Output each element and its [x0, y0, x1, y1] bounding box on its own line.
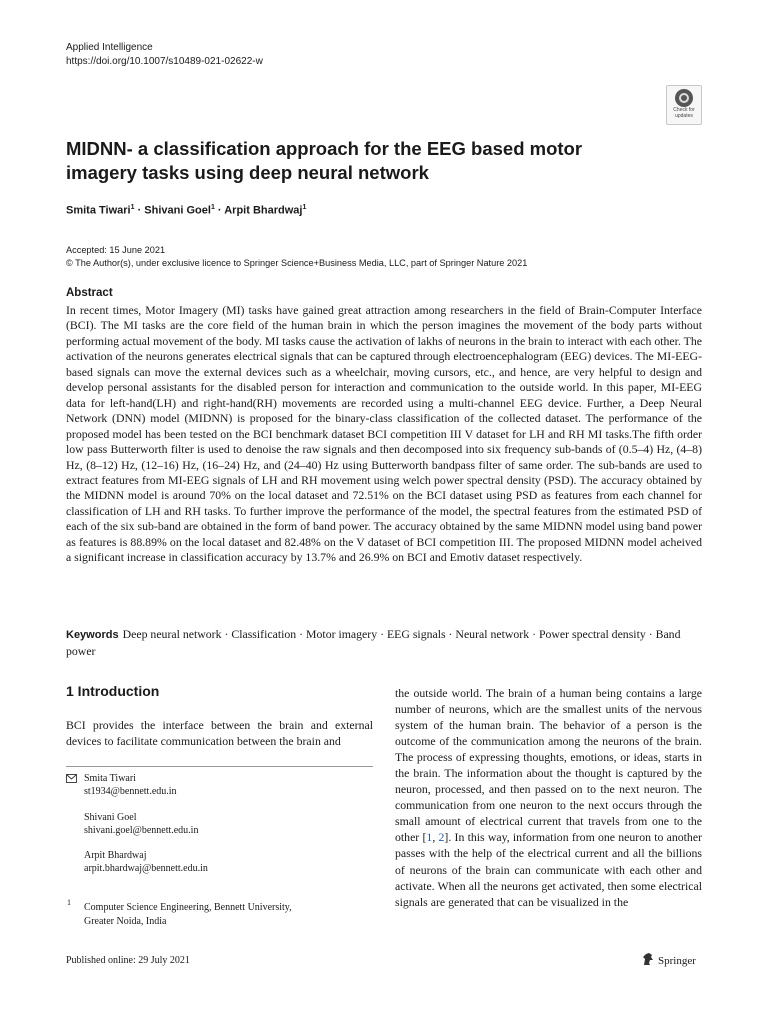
journal-name: Applied Intelligence	[66, 42, 153, 53]
springer-wordmark: Springer	[658, 955, 696, 967]
doi-link[interactable]: https://doi.org/10.1007/s10489-021-02622-w	[66, 56, 263, 67]
contact-name: Arpit Bhardwaj	[84, 850, 147, 862]
affiliation	[84, 901, 364, 928]
intro-right-text-b: ]. In this way, information from one neuron to another passes with the help of the electrical current and all the billions of neurons of the brain can communicate with each other and activate. When all the neurons get activated, then some electrical signals are generated that can be visualized in the	[395, 830, 702, 909]
abstract-heading: Abstract	[66, 287, 113, 299]
author-name[interactable]: Shivani Goel	[144, 204, 211, 217]
check-for-updates-badge[interactable]	[666, 85, 702, 125]
author-affiliation-sup: 1	[210, 204, 215, 211]
contact-email[interactable]: st1934@bennett.edu.in	[84, 786, 177, 798]
badge-line1: Check for	[673, 107, 695, 113]
copyright-notice: © The Author(s), under exclusive licence to Springer Science+Business Media, LLC, part of Springer Nature 2021	[66, 258, 528, 268]
keywords	[66, 626, 702, 659]
intro-right-text-a: the outside world. The brain of a human being contains a large number of neurons, which are the smallest units of the nervous system of the human brain. The behavior of a person is the outcome of the communication among the neurons of the brain. The process of expressing thoughts, emotions, or ideas, starts in the brain. The information about the thought is captured by the neuron, processed, and then passed on to the next neuron. The communication from one neuron to the next occurs through the small amount of electrical current that travels from one to the other [	[395, 686, 702, 845]
keywords-text: Deep neural network · Classification · Motor imagery · EEG signals · Neural network · Power spectral density · Band power	[66, 627, 681, 658]
check-updates-icon	[675, 89, 693, 107]
author-separator: ·	[214, 204, 225, 217]
affiliation-line1: Computer Science Engineering, Bennett University,	[84, 902, 292, 913]
intro-right-text	[395, 685, 702, 910]
keywords-label: Keywords	[66, 629, 119, 641]
envelope-icon	[66, 774, 77, 786]
author-name[interactable]: Smita Tiwari	[66, 204, 131, 217]
footnote-divider	[66, 766, 373, 767]
author-separator: ·	[134, 204, 145, 217]
paper-title: MIDNN- a classification approach for the EEG based motor imagery tasks using deep neural network	[66, 138, 583, 183]
author-list	[66, 204, 306, 217]
springer-logo	[641, 952, 696, 967]
author-name[interactable]: Arpit Bhardwaj	[224, 204, 303, 217]
section-heading-introduction: 1 Introduction	[66, 683, 160, 699]
badge-line2: updates	[675, 112, 693, 119]
citation-link[interactable]: 2	[438, 830, 445, 845]
contact-email[interactable]: arpit.bhardwaj@bennett.edu.in	[84, 863, 208, 875]
contact-name: Smita Tiwari	[84, 773, 136, 784]
corresponding-authors	[84, 772, 208, 876]
accepted-date: Accepted: 15 June 2021	[66, 245, 166, 255]
contact-email[interactable]: shivani.goel@bennett.edu.in	[84, 824, 199, 836]
affiliation-line2: Greater Noida, India	[84, 915, 167, 927]
author-affiliation-sup: 1	[302, 204, 307, 211]
citation-separator: ,	[432, 830, 439, 845]
springer-horse-icon	[641, 952, 655, 966]
contact-name: Shivani Goel	[84, 811, 137, 823]
article-meta	[66, 244, 527, 270]
published-online: Published online: 29 July 2021	[66, 955, 190, 966]
citation-link[interactable]: 1	[426, 830, 433, 845]
journal-header	[66, 41, 263, 69]
author-affiliation-sup: 1	[130, 204, 135, 211]
abstract-text: In recent times, Motor Imagery (MI) tasks have gained great attraction among researchers in the field of Brain-Computer Interface (BCI). The MI tasks are the core field of the human brain in which the person imagines the movement of the body parts without performing actual movement of the body. MI tasks cause the activation of lakhs of neurons in the brain to interact with each other. The activation of the neurons generates electrical signals that can be captured through electroencephalogram (EEG) devices. The MI-EEG-based signals can move the external devices such as a wheelchair, moving cursors, etc., and hence, are very helpful to design and develop personal assistants for the disabled person for interaction and communication to the outside world. In this paper, MI-EEG data for left-hand(LH) and right-hand(RH) movements are recorded using a multi-channel EEG device. Further, a Deep Neural Network (DNN) model (MIDNN) is proposed for the binary-class classification of the collected dataset. The performance of the proposed model has been tested on the BCI benchmark dataset BCI competition III V dataset for LH and RH MI tasks.The fifth order low pass Butterworth filter is used to denoise the raw signals and then decomposed into six frequency sub-bands of (0.5–4) Hz, (4–8) Hz, (8–12) Hz, (12–16) Hz, (16–24) Hz, and (24–40) Hz using Butterworth bandpass filter of same order. The sub-bands are used to extract features from MI-EEG signals of LH and RH movement using welch power spectral density (PSD). The accuracy obtained by the MIDNN model is around 70% on the local dataset and 72.51% on the BCI dataset using PSD as features from each channel for classification of LH and RH tasks. To further improve the performance of the model, the spectral features from the estimated PSD of each of the six sub-band are obtained in the form of band power. The accuracy obtained by the same MIDNN model using band power as features is 88.89% on the local dataset and 82.48% on the V dataset of BCI competition III. The proposed MIDNN model acheived a significant increase in classification accuracy by 13.7% and 26.9% on BCI and Emotiv dataset respectively.	[66, 303, 702, 565]
affiliation-number: 1	[67, 898, 71, 907]
intro-left-text: BCI provides the interface between the brain and external devices to facilitate communication between the brain and	[66, 718, 373, 748]
